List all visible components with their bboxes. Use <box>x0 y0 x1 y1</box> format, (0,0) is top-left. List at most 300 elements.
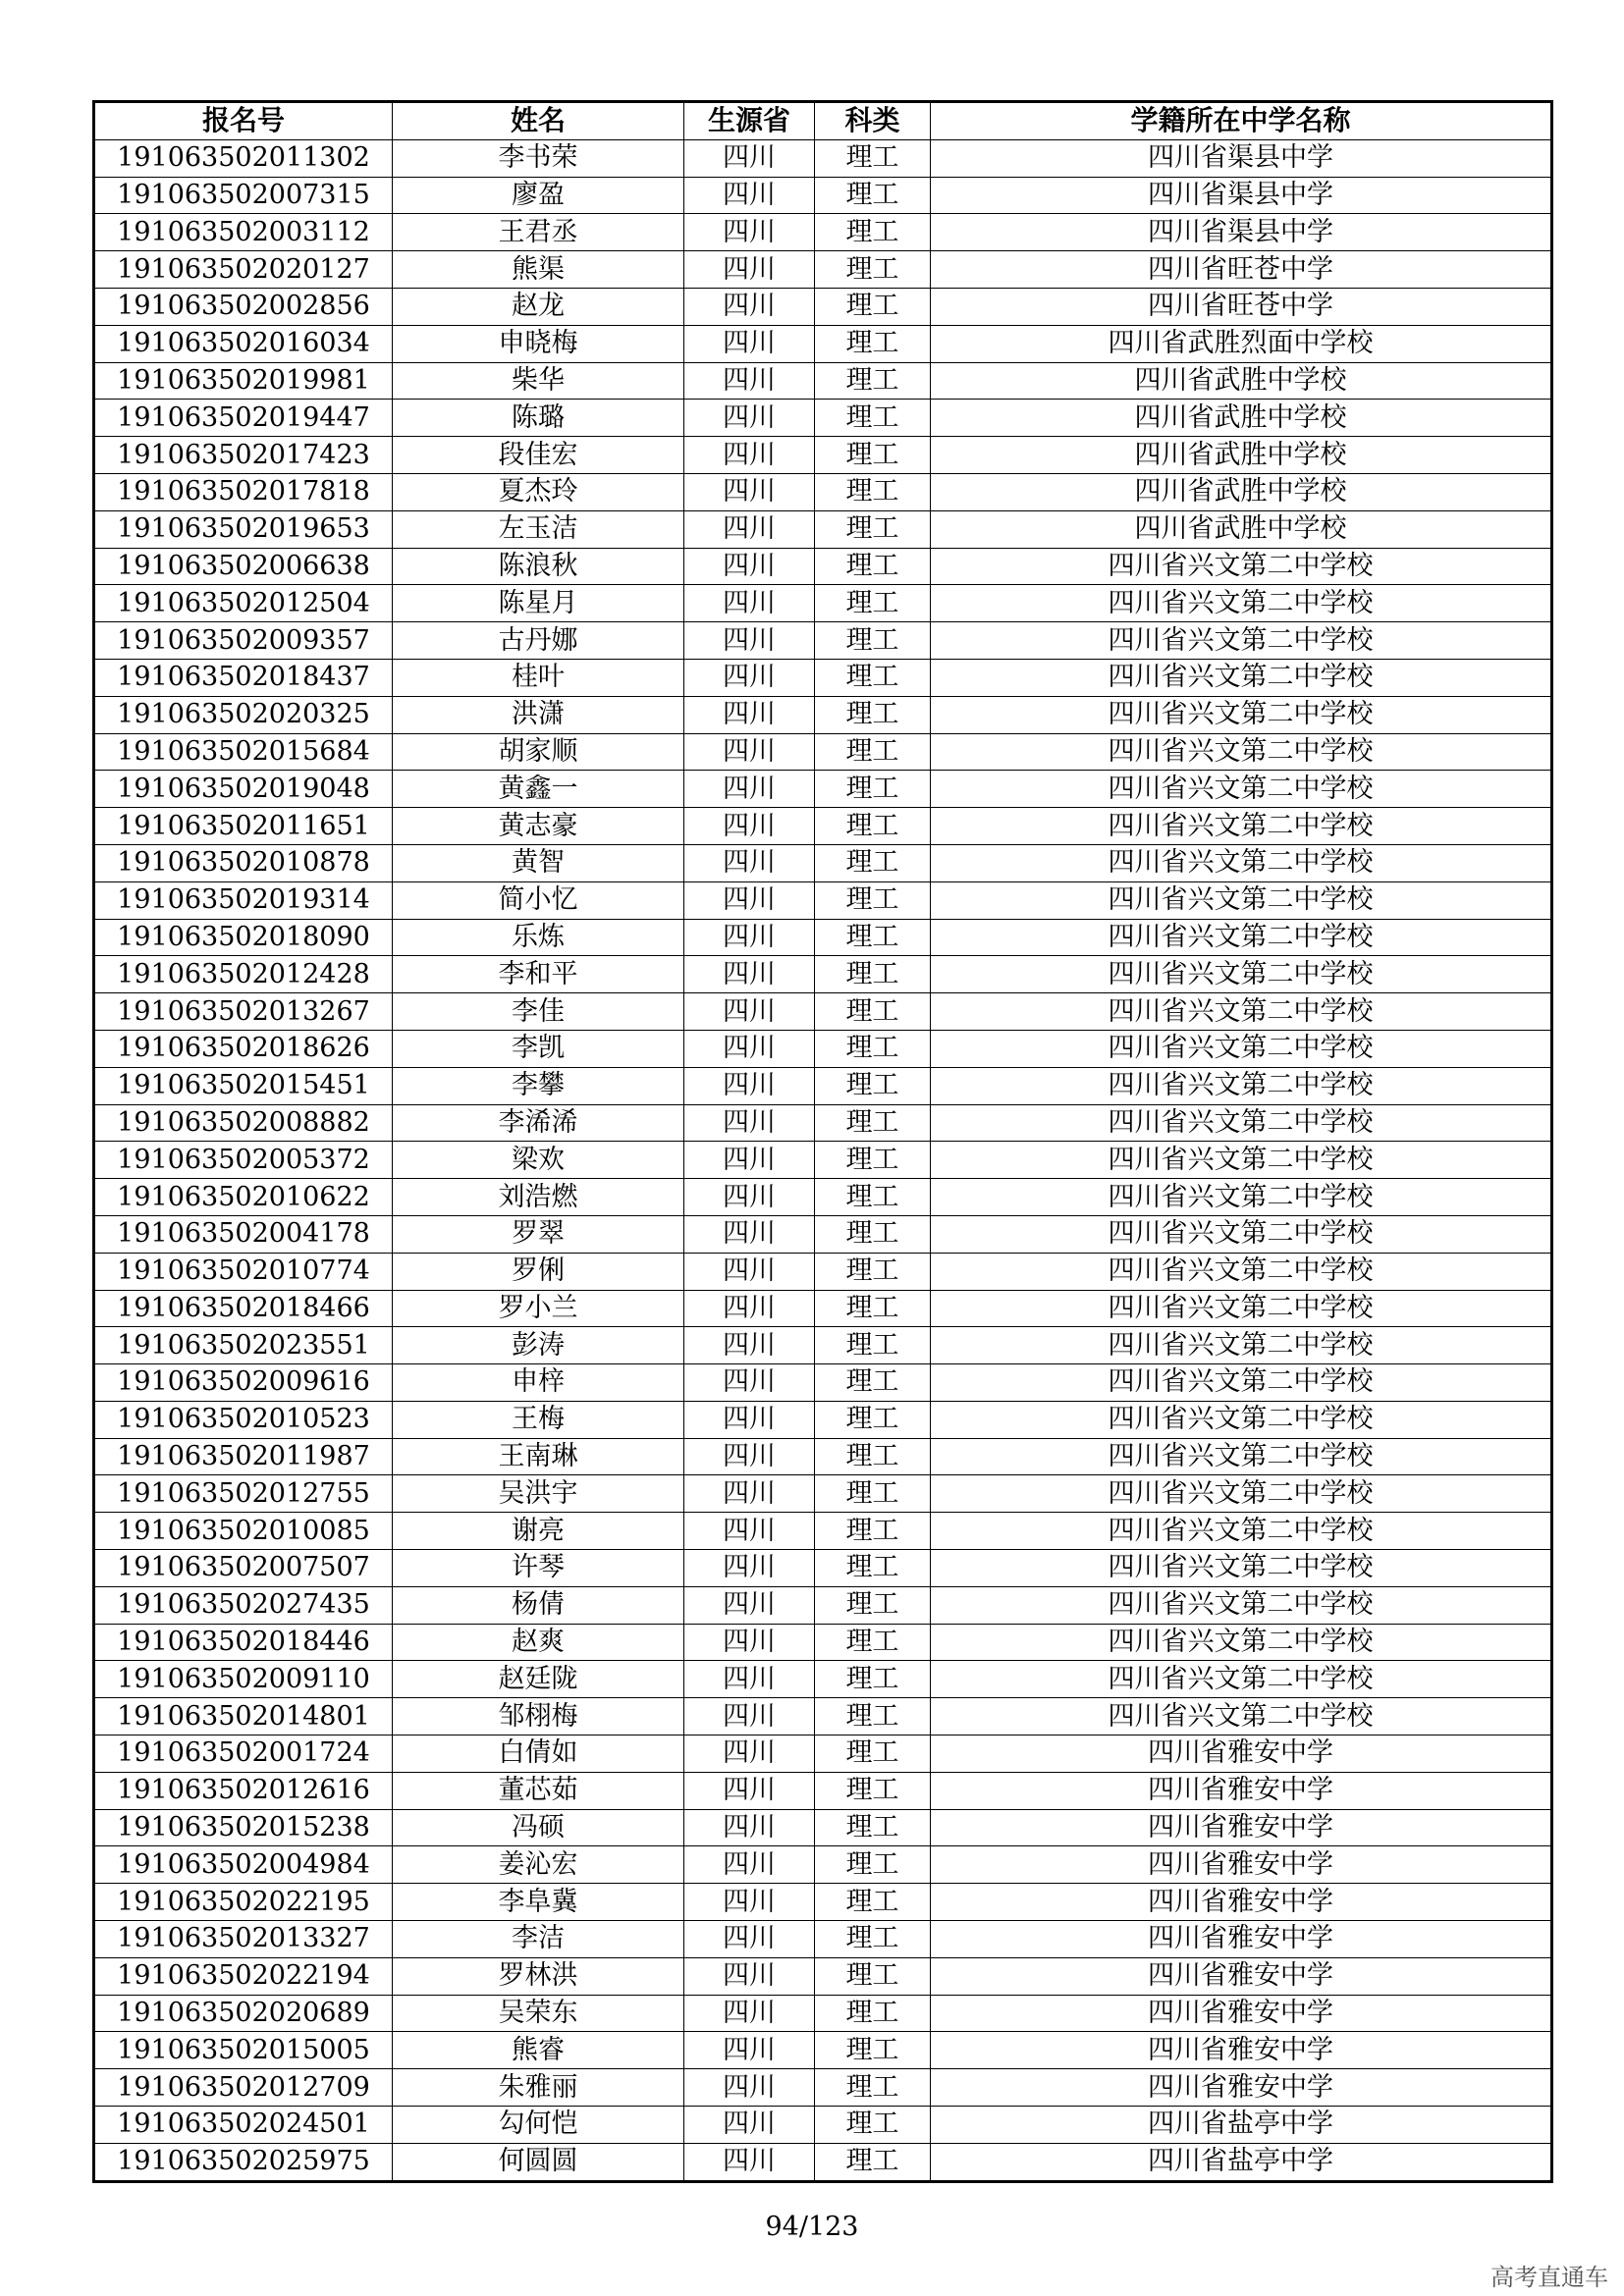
cell-school-name: 四川省雅安中学 <box>931 2069 1552 2107</box>
cell-school-name: 四川省兴文第二中学校 <box>931 1364 1552 1402</box>
cell-category: 理工 <box>815 808 931 845</box>
cell-category: 理工 <box>815 1475 931 1513</box>
cell-school-name: 四川省兴文第二中学校 <box>931 1327 1552 1364</box>
cell-name: 吴荣东 <box>393 1995 684 2032</box>
table-row <box>94 659 1552 696</box>
header-registration-number: 报名号 <box>94 102 393 140</box>
table-row <box>94 548 1552 585</box>
cell-school-name: 四川省武胜中学校 <box>931 400 1552 437</box>
cell-school-name: 四川省兴文第二中学校 <box>931 1067 1552 1104</box>
cell-name: 熊睿 <box>393 2032 684 2069</box>
cell-category: 理工 <box>815 1215 931 1253</box>
cell-name: 许琴 <box>393 1550 684 1587</box>
table-row <box>94 177 1552 214</box>
cell-category: 理工 <box>815 1884 931 1921</box>
cell-province: 四川 <box>684 733 815 771</box>
header-category: 科类 <box>815 102 931 140</box>
cell-registration-number: 191063502006638 <box>94 548 393 585</box>
cell-school-name: 四川省兴文第二中学校 <box>931 1104 1552 1142</box>
cell-name: 何圆圆 <box>393 2143 684 2181</box>
cell-registration-number: 191063502013327 <box>94 1921 393 1958</box>
table-row <box>94 733 1552 771</box>
cell-registration-number: 191063502024501 <box>94 2107 393 2144</box>
cell-name: 赵廷陇 <box>393 1661 684 1698</box>
cell-registration-number: 191063502013267 <box>94 993 393 1031</box>
cell-category: 理工 <box>815 1735 931 1773</box>
cell-registration-number: 191063502016034 <box>94 325 393 362</box>
cell-name: 陈璐 <box>393 400 684 437</box>
cell-category: 理工 <box>815 1290 931 1327</box>
cell-category: 理工 <box>815 1586 931 1624</box>
cell-name: 左玉洁 <box>393 510 684 548</box>
table-row <box>94 696 1552 733</box>
cell-category: 理工 <box>815 400 931 437</box>
cell-category: 理工 <box>815 2032 931 2069</box>
cell-province: 四川 <box>684 2107 815 2144</box>
admission-list-table <box>92 100 1553 2183</box>
cell-category: 理工 <box>815 956 931 993</box>
table-header-row <box>94 102 1552 140</box>
cell-school-name: 四川省兴文第二中学校 <box>931 1253 1552 1290</box>
table-row <box>94 510 1552 548</box>
cell-school-name: 四川省雅安中学 <box>931 1772 1552 1809</box>
cell-province: 四川 <box>684 1586 815 1624</box>
cell-registration-number: 191063502007315 <box>94 177 393 214</box>
cell-registration-number: 191063502002856 <box>94 288 393 325</box>
table-row <box>94 362 1552 400</box>
cell-category: 理工 <box>815 1104 931 1142</box>
cell-province: 四川 <box>684 139 815 177</box>
table-row <box>94 1698 1552 1735</box>
cell-category: 理工 <box>815 325 931 362</box>
table-row <box>94 1846 1552 1884</box>
cell-school-name: 四川省兴文第二中学校 <box>931 1698 1552 1735</box>
cell-province: 四川 <box>684 771 815 808</box>
table-row <box>94 993 1552 1031</box>
cell-school-name: 四川省兴文第二中学校 <box>931 1550 1552 1587</box>
cell-province: 四川 <box>684 1290 815 1327</box>
table-row <box>94 1438 1552 1475</box>
cell-school-name: 四川省旺苍中学 <box>931 251 1552 289</box>
cell-name: 赵龙 <box>393 288 684 325</box>
cell-name: 王南琳 <box>393 1438 684 1475</box>
cell-province: 四川 <box>684 2143 815 2181</box>
cell-registration-number: 191063502025975 <box>94 2143 393 2181</box>
cell-name: 乐炼 <box>393 919 684 956</box>
cell-name: 李浠浠 <box>393 1104 684 1142</box>
cell-registration-number: 191063502011987 <box>94 1438 393 1475</box>
cell-registration-number: 191063502003112 <box>94 214 393 251</box>
cell-school-name: 四川省兴文第二中学校 <box>931 771 1552 808</box>
cell-province: 四川 <box>684 1142 815 1179</box>
cell-name: 赵爽 <box>393 1624 684 1661</box>
cell-registration-number: 191063502018466 <box>94 1290 393 1327</box>
cell-school-name: 四川省武胜中学校 <box>931 437 1552 474</box>
cell-school-name: 四川省武胜中学校 <box>931 473 1552 510</box>
cell-school-name: 四川省雅安中学 <box>931 2032 1552 2069</box>
cell-registration-number: 191063502015238 <box>94 1809 393 1846</box>
watermark-text: 高考直通车 <box>1490 2264 1608 2291</box>
cell-school-name: 四川省兴文第二中学校 <box>931 696 1552 733</box>
cell-province: 四川 <box>684 510 815 548</box>
cell-school-name: 四川省兴文第二中学校 <box>931 1290 1552 1327</box>
cell-province: 四川 <box>684 1846 815 1884</box>
cell-name: 彭涛 <box>393 1327 684 1364</box>
cell-category: 理工 <box>815 2069 931 2107</box>
cell-province: 四川 <box>684 1624 815 1661</box>
cell-registration-number: 191063502009110 <box>94 1661 393 1698</box>
cell-name: 陈星月 <box>393 585 684 622</box>
cell-category: 理工 <box>815 1698 931 1735</box>
header-province: 生源省 <box>684 102 815 140</box>
cell-name: 李佳 <box>393 993 684 1031</box>
cell-registration-number: 191063502020325 <box>94 696 393 733</box>
table-row <box>94 2032 1552 2069</box>
table-row <box>94 956 1552 993</box>
cell-school-name: 四川省兴文第二中学校 <box>931 585 1552 622</box>
cell-name: 夏杰玲 <box>393 473 684 510</box>
cell-province: 四川 <box>684 2032 815 2069</box>
cell-province: 四川 <box>684 437 815 474</box>
cell-registration-number: 191063502019653 <box>94 510 393 548</box>
cell-registration-number: 191063502005372 <box>94 1142 393 1179</box>
cell-registration-number: 191063502012755 <box>94 1475 393 1513</box>
cell-registration-number: 191063502020127 <box>94 251 393 289</box>
cell-name: 柴华 <box>393 362 684 400</box>
table-row <box>94 1067 1552 1104</box>
cell-name: 罗俐 <box>393 1253 684 1290</box>
cell-category: 理工 <box>815 214 931 251</box>
cell-registration-number: 191063502008882 <box>94 1104 393 1142</box>
cell-province: 四川 <box>684 1698 815 1735</box>
table-row <box>94 139 1552 177</box>
cell-category: 理工 <box>815 881 931 919</box>
cell-category: 理工 <box>815 1921 931 1958</box>
cell-name: 李书荣 <box>393 139 684 177</box>
cell-registration-number: 191063502022194 <box>94 1957 393 1995</box>
cell-category: 理工 <box>815 919 931 956</box>
cell-category: 理工 <box>815 1957 931 1995</box>
cell-school-name: 四川省盐亭中学 <box>931 2143 1552 2181</box>
cell-category: 理工 <box>815 1438 931 1475</box>
cell-province: 四川 <box>684 362 815 400</box>
table-row <box>94 1104 1552 1142</box>
cell-province: 四川 <box>684 1661 815 1698</box>
cell-category: 理工 <box>815 437 931 474</box>
cell-registration-number: 191063502012709 <box>94 2069 393 2107</box>
cell-name: 李和平 <box>393 956 684 993</box>
table-body <box>94 139 1552 2181</box>
table-row <box>94 251 1552 289</box>
cell-name: 刘浩燃 <box>393 1179 684 1216</box>
cell-name: 勾何恺 <box>393 2107 684 2144</box>
cell-category: 理工 <box>815 362 931 400</box>
cell-registration-number: 191063502018626 <box>94 1030 393 1067</box>
cell-category: 理工 <box>815 696 931 733</box>
cell-name: 胡家顺 <box>393 733 684 771</box>
cell-province: 四川 <box>684 1550 815 1587</box>
cell-registration-number: 191063502027435 <box>94 1586 393 1624</box>
cell-name: 古丹娜 <box>393 622 684 660</box>
cell-province: 四川 <box>684 1995 815 2032</box>
cell-registration-number: 191063502017818 <box>94 473 393 510</box>
table-row <box>94 1179 1552 1216</box>
cell-registration-number: 191063502019048 <box>94 771 393 808</box>
cell-registration-number: 191063502010878 <box>94 844 393 881</box>
cell-category: 理工 <box>815 622 931 660</box>
table-row <box>94 1513 1552 1550</box>
table-row <box>94 1995 1552 2032</box>
table-row <box>94 288 1552 325</box>
cell-category: 理工 <box>815 993 931 1031</box>
cell-school-name: 四川省渠县中学 <box>931 214 1552 251</box>
cell-name: 朱雅丽 <box>393 2069 684 2107</box>
table-row <box>94 2107 1552 2144</box>
cell-school-name: 四川省兴文第二中学校 <box>931 1475 1552 1513</box>
cell-category: 理工 <box>815 1809 931 1846</box>
cell-registration-number: 191063502011651 <box>94 808 393 845</box>
cell-category: 理工 <box>815 1846 931 1884</box>
cell-school-name: 四川省兴文第二中学校 <box>931 733 1552 771</box>
cell-school-name: 四川省兴文第二中学校 <box>931 1438 1552 1475</box>
cell-registration-number: 191063502019314 <box>94 881 393 919</box>
table-row <box>94 1364 1552 1402</box>
cell-category: 理工 <box>815 548 931 585</box>
cell-province: 四川 <box>684 1104 815 1142</box>
cell-school-name: 四川省雅安中学 <box>931 1735 1552 1773</box>
cell-registration-number: 191063502010774 <box>94 1253 393 1290</box>
table-row <box>94 622 1552 660</box>
cell-school-name: 四川省雅安中学 <box>931 1995 1552 2032</box>
cell-school-name: 四川省兴文第二中学校 <box>931 956 1552 993</box>
cell-name: 李凯 <box>393 1030 684 1067</box>
cell-name: 黄鑫一 <box>393 771 684 808</box>
cell-category: 理工 <box>815 1550 931 1587</box>
table-row <box>94 1550 1552 1587</box>
cell-school-name: 四川省武胜中学校 <box>931 362 1552 400</box>
cell-school-name: 四川省旺苍中学 <box>931 288 1552 325</box>
cell-province: 四川 <box>684 1030 815 1067</box>
cell-province: 四川 <box>684 1438 815 1475</box>
cell-name: 洪潇 <box>393 696 684 733</box>
page-number: 94/123 <box>765 2212 859 2242</box>
table-row <box>94 1772 1552 1809</box>
cell-province: 四川 <box>684 1215 815 1253</box>
cell-registration-number: 191063502022195 <box>94 1884 393 1921</box>
table-row <box>94 1586 1552 1624</box>
cell-category: 理工 <box>815 177 931 214</box>
table-row <box>94 1030 1552 1067</box>
cell-registration-number: 191063502015005 <box>94 2032 393 2069</box>
cell-category: 理工 <box>815 1030 931 1067</box>
cell-category: 理工 <box>815 1995 931 2032</box>
table-row <box>94 1290 1552 1327</box>
table-row <box>94 400 1552 437</box>
cell-province: 四川 <box>684 473 815 510</box>
cell-school-name: 四川省兴文第二中学校 <box>931 881 1552 919</box>
cell-category: 理工 <box>815 473 931 510</box>
cell-name: 李攀 <box>393 1067 684 1104</box>
admission-list-table-container <box>92 100 1550 2183</box>
cell-name: 申梓 <box>393 1364 684 1402</box>
cell-school-name: 四川省兴文第二中学校 <box>931 622 1552 660</box>
cell-school-name: 四川省兴文第二中学校 <box>931 1624 1552 1661</box>
table-row <box>94 1215 1552 1253</box>
cell-registration-number: 191063502018090 <box>94 919 393 956</box>
table-row <box>94 844 1552 881</box>
cell-registration-number: 191063502012616 <box>94 1772 393 1809</box>
table-row <box>94 1475 1552 1513</box>
cell-school-name: 四川省兴文第二中学校 <box>931 659 1552 696</box>
table-row <box>94 1809 1552 1846</box>
cell-registration-number: 191063502007507 <box>94 1550 393 1587</box>
table-row <box>94 585 1552 622</box>
cell-province: 四川 <box>684 1067 815 1104</box>
cell-category: 理工 <box>815 1364 931 1402</box>
cell-name: 白倩如 <box>393 1735 684 1773</box>
cell-category: 理工 <box>815 139 931 177</box>
cell-school-name: 四川省兴文第二中学校 <box>931 844 1552 881</box>
cell-name: 简小忆 <box>393 881 684 919</box>
cell-registration-number: 191063502009616 <box>94 1364 393 1402</box>
cell-registration-number: 191063502010622 <box>94 1179 393 1216</box>
cell-province: 四川 <box>684 622 815 660</box>
cell-category: 理工 <box>815 1142 931 1179</box>
cell-name: 罗小兰 <box>393 1290 684 1327</box>
table-row <box>94 1401 1552 1438</box>
table-row <box>94 1884 1552 1921</box>
cell-registration-number: 191063502012504 <box>94 585 393 622</box>
table-row <box>94 771 1552 808</box>
table-row <box>94 214 1552 251</box>
table-row <box>94 808 1552 845</box>
cell-name: 冯硕 <box>393 1809 684 1846</box>
cell-registration-number: 191063502018437 <box>94 659 393 696</box>
cell-province: 四川 <box>684 1921 815 1958</box>
cell-school-name: 四川省雅安中学 <box>931 1809 1552 1846</box>
cell-name: 董芯茹 <box>393 1772 684 1809</box>
cell-province: 四川 <box>684 956 815 993</box>
cell-registration-number: 191063502019447 <box>94 400 393 437</box>
cell-name: 谢亮 <box>393 1513 684 1550</box>
cell-category: 理工 <box>815 771 931 808</box>
cell-registration-number: 191063502017423 <box>94 437 393 474</box>
cell-school-name: 四川省武胜烈面中学校 <box>931 325 1552 362</box>
cell-school-name: 四川省渠县中学 <box>931 177 1552 214</box>
cell-category: 理工 <box>815 844 931 881</box>
cell-category: 理工 <box>815 1661 931 1698</box>
cell-category: 理工 <box>815 2143 931 2181</box>
cell-school-name: 四川省雅安中学 <box>931 1921 1552 1958</box>
cell-province: 四川 <box>684 881 815 919</box>
cell-registration-number: 191063502010523 <box>94 1401 393 1438</box>
cell-school-name: 四川省兴文第二中学校 <box>931 993 1552 1031</box>
cell-province: 四川 <box>684 1513 815 1550</box>
cell-school-name: 四川省兴文第二中学校 <box>931 548 1552 585</box>
cell-province: 四川 <box>684 2069 815 2107</box>
cell-province: 四川 <box>684 251 815 289</box>
cell-name: 罗翠 <box>393 1215 684 1253</box>
cell-category: 理工 <box>815 1327 931 1364</box>
cell-name: 李洁 <box>393 1921 684 1958</box>
cell-province: 四川 <box>684 288 815 325</box>
cell-province: 四川 <box>684 325 815 362</box>
table-row <box>94 919 1552 956</box>
cell-school-name: 四川省雅安中学 <box>931 1957 1552 1995</box>
cell-province: 四川 <box>684 1475 815 1513</box>
cell-registration-number: 191063502012428 <box>94 956 393 993</box>
cell-province: 四川 <box>684 1957 815 1995</box>
table-row <box>94 1735 1552 1773</box>
cell-registration-number: 191063502015684 <box>94 733 393 771</box>
cell-name: 陈浪秋 <box>393 548 684 585</box>
cell-school-name: 四川省雅安中学 <box>931 1846 1552 1884</box>
table-row <box>94 1624 1552 1661</box>
cell-registration-number: 191063502010085 <box>94 1513 393 1550</box>
cell-province: 四川 <box>684 993 815 1031</box>
cell-name: 段佳宏 <box>393 437 684 474</box>
cell-school-name: 四川省兴文第二中学校 <box>931 1179 1552 1216</box>
table-row <box>94 437 1552 474</box>
header-name: 姓名 <box>393 102 684 140</box>
cell-category: 理工 <box>815 1624 931 1661</box>
cell-province: 四川 <box>684 400 815 437</box>
cell-registration-number: 191063502009357 <box>94 622 393 660</box>
cell-province: 四川 <box>684 1884 815 1921</box>
cell-registration-number: 191063502004984 <box>94 1846 393 1884</box>
cell-school-name: 四川省兴文第二中学校 <box>931 1215 1552 1253</box>
cell-name: 桂叶 <box>393 659 684 696</box>
cell-school-name: 四川省兴文第二中学校 <box>931 1661 1552 1698</box>
cell-school-name: 四川省兴文第二中学校 <box>931 919 1552 956</box>
table-row <box>94 1661 1552 1698</box>
cell-registration-number: 191063502020689 <box>94 1995 393 2032</box>
cell-registration-number: 191063502019981 <box>94 362 393 400</box>
cell-registration-number: 191063502001724 <box>94 1735 393 1773</box>
cell-province: 四川 <box>684 1253 815 1290</box>
table-row <box>94 2069 1552 2107</box>
cell-name: 廖盈 <box>393 177 684 214</box>
cell-category: 理工 <box>815 1513 931 1550</box>
cell-school-name: 四川省武胜中学校 <box>931 510 1552 548</box>
cell-province: 四川 <box>684 696 815 733</box>
cell-province: 四川 <box>684 844 815 881</box>
table-row <box>94 2143 1552 2181</box>
cell-category: 理工 <box>815 585 931 622</box>
cell-school-name: 四川省兴文第二中学校 <box>931 1142 1552 1179</box>
cell-school-name: 四川省兴文第二中学校 <box>931 1586 1552 1624</box>
cell-registration-number: 191063502004178 <box>94 1215 393 1253</box>
table-row <box>94 1253 1552 1290</box>
cell-school-name: 四川省兴文第二中学校 <box>931 1513 1552 1550</box>
cell-category: 理工 <box>815 733 931 771</box>
cell-province: 四川 <box>684 548 815 585</box>
cell-name: 吴洪宇 <box>393 1475 684 1513</box>
cell-registration-number: 191063502023551 <box>94 1327 393 1364</box>
cell-province: 四川 <box>684 214 815 251</box>
cell-province: 四川 <box>684 659 815 696</box>
cell-name: 申晓梅 <box>393 325 684 362</box>
cell-province: 四川 <box>684 177 815 214</box>
cell-category: 理工 <box>815 1067 931 1104</box>
cell-category: 理工 <box>815 659 931 696</box>
cell-category: 理工 <box>815 251 931 289</box>
cell-name: 黄志豪 <box>393 808 684 845</box>
cell-name: 黄智 <box>393 844 684 881</box>
cell-category: 理工 <box>815 510 931 548</box>
cell-registration-number: 191063502014801 <box>94 1698 393 1735</box>
table-row <box>94 325 1552 362</box>
